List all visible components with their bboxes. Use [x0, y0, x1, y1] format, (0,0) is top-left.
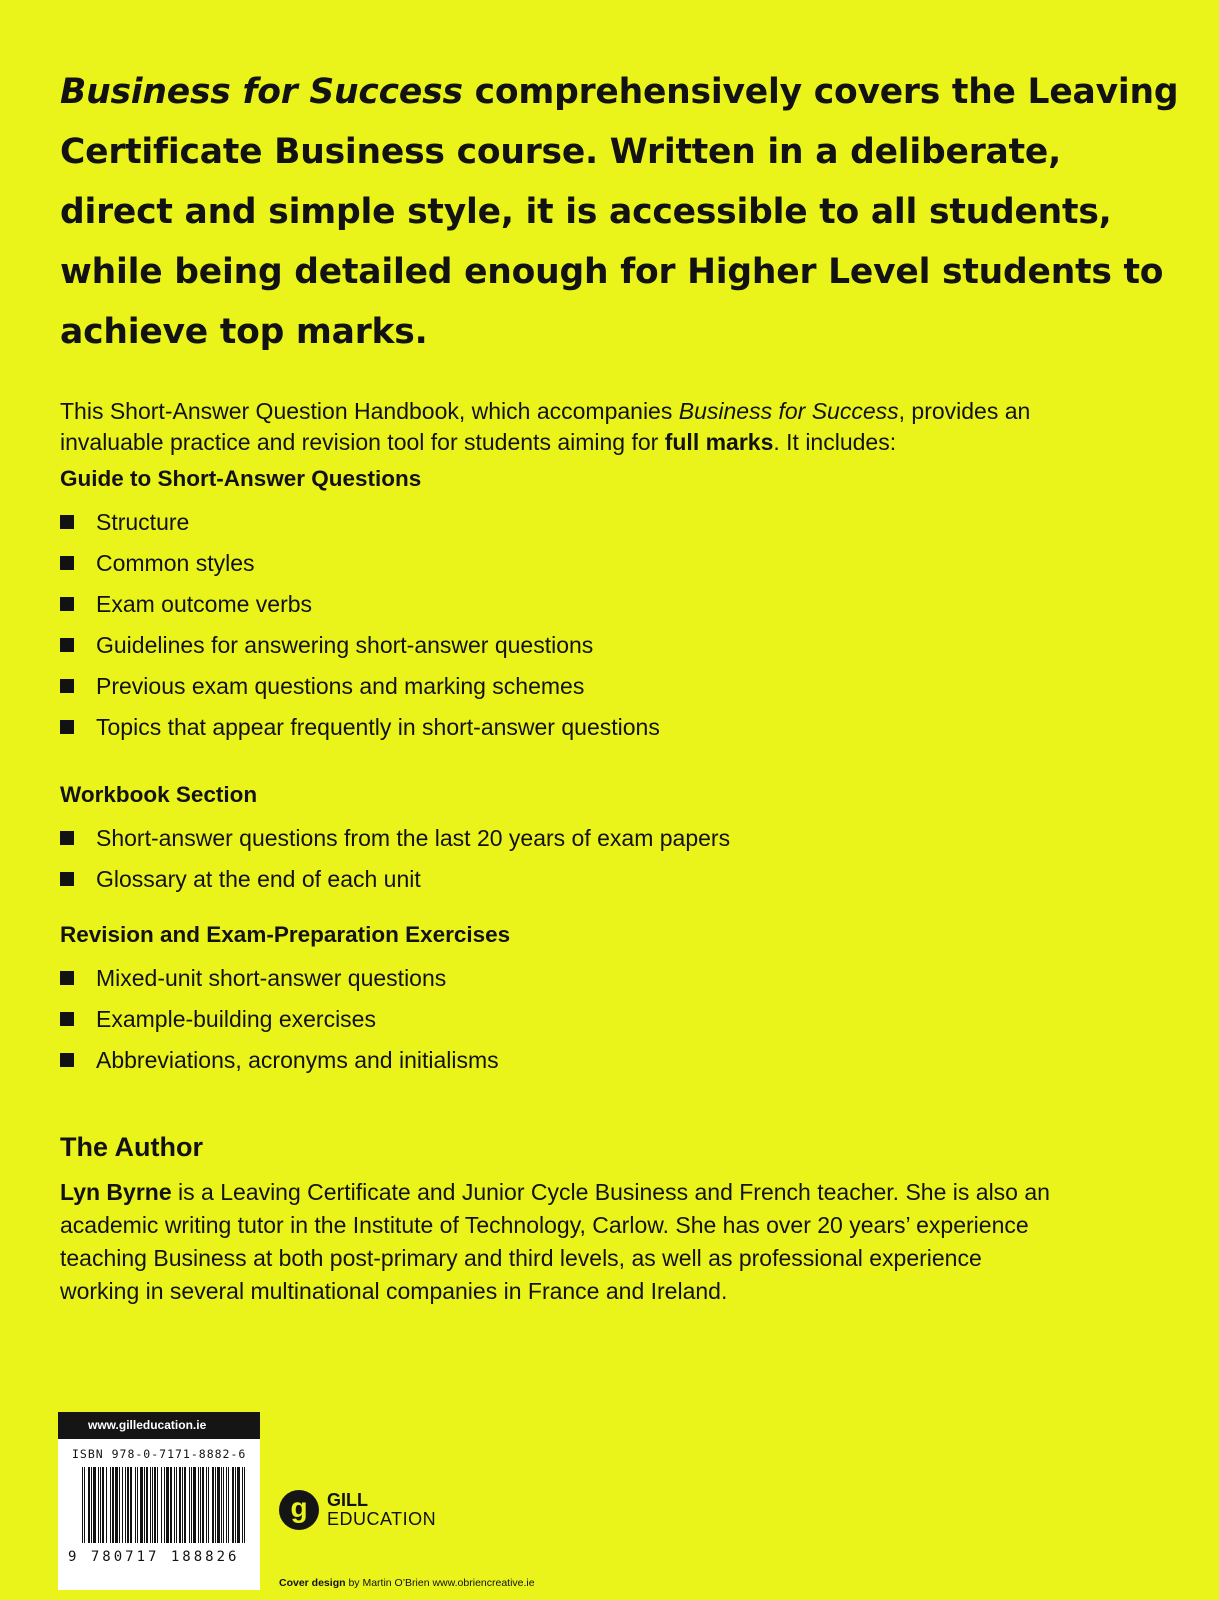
intro-paragraph [60, 396, 1170, 458]
section-title-guide: Guide to Short-Answer Questions [60, 466, 422, 491]
cover-credit-label: Cover design [279, 1577, 346, 1589]
publisher-url: www.gilleducation.ie [58, 1412, 260, 1439]
list-item [60, 1005, 499, 1046]
lead-paragraph [60, 62, 1179, 362]
square-bullet-icon [60, 679, 74, 693]
list-item [60, 672, 660, 713]
lead-line-2: Certificate Business course. Written in a deliberate, [60, 132, 1062, 172]
gill-education: EDUCATION [327, 1509, 437, 1529]
lead-line-5: achieve top marks. [60, 312, 428, 352]
list-item-text: Common styles [96, 550, 255, 576]
square-bullet-icon [60, 1053, 74, 1067]
list-item-text: Short-answer questions from the last 20 years of exam papers [96, 825, 731, 851]
list-item [60, 713, 660, 754]
author-bio-line-1 [60, 1176, 1180, 1209]
intro-text-b: , provides an [898, 398, 1031, 424]
list-item-text: Example-building exercises [96, 1006, 376, 1032]
list-item-text: Mixed-unit short-answer questions [96, 965, 447, 991]
gill-wordmark [327, 1491, 436, 1529]
list-item [60, 508, 660, 549]
gill-g-icon: g [279, 1490, 319, 1530]
intro-line-2 [60, 427, 1170, 458]
list-item-text: Structure [96, 509, 190, 535]
author-bio-line-3: teaching Business at both post-primary and third levels, as well as professional experience [60, 1245, 982, 1271]
intro-book-title: Business for Success [678, 398, 899, 424]
square-bullet-icon [60, 971, 74, 985]
workbook-list [60, 824, 730, 906]
cover-credit-text: by Martin O’Brien www.obriencreative.ie [345, 1577, 535, 1589]
list-item-text: Previous exam questions and marking schemes [96, 673, 585, 699]
guide-list [60, 508, 660, 754]
list-item [60, 1046, 499, 1087]
list-item [60, 964, 499, 1005]
intro-text-a: This Short-Answer Question Handbook, which accompanies [60, 398, 679, 424]
square-bullet-icon [60, 831, 74, 845]
list-item [60, 631, 660, 672]
square-bullet-icon [60, 515, 74, 529]
book-title: Business for Success [60, 72, 463, 112]
list-item [60, 824, 730, 865]
barcode-panel [58, 1412, 260, 1590]
list-item-text: Topics that appear frequently in short-answer questions [96, 714, 660, 740]
section-title-workbook: Workbook Section [60, 782, 258, 807]
lead-line-1 [60, 62, 1179, 122]
author-bio-line-4: working in several multinational companies in France and Ireland. [60, 1278, 728, 1304]
lead-line-1-rest: comprehensively covers the Leaving [462, 72, 1179, 112]
square-bullet-icon [60, 1012, 74, 1026]
list-item [60, 865, 730, 906]
author-heading: The Author [60, 1132, 203, 1162]
gill-name: GILL [327, 1490, 368, 1510]
list-item-text: Guidelines for answering short-answer questions [96, 632, 594, 658]
square-bullet-icon [60, 872, 74, 886]
list-item-text: Exam outcome verbs [96, 591, 313, 617]
cover-credit [279, 1577, 535, 1589]
gill-education-logo [279, 1490, 436, 1530]
square-bullet-icon [60, 638, 74, 652]
author-bio-text-1: is a Leaving Certificate and Junior Cycle Business and French teacher. She is also an [171, 1179, 1050, 1205]
author-name: Lyn Byrne [60, 1179, 172, 1205]
isbn-label: ISBN 978-0-7171-8882-6 [72, 1447, 247, 1461]
list-item [60, 549, 660, 590]
list-item [60, 590, 660, 631]
revision-list [60, 964, 499, 1087]
intro-full-marks: full marks [664, 429, 774, 455]
barcode-digits: 9 780717 188826 [68, 1549, 240, 1565]
lead-line-4: while being detailed enough for Higher Level students to [60, 252, 1164, 292]
list-item-text: Glossary at the end of each unit [96, 866, 421, 892]
author-bio-line-2: academic writing tutor in the Institute of Technology, Carlow. She has over 20 years’ experience [60, 1212, 1029, 1238]
square-bullet-icon [60, 556, 74, 570]
barcode-icon [80, 1467, 250, 1547]
square-bullet-icon [60, 720, 74, 734]
author-bio [60, 1176, 1180, 1308]
intro-text-d: . It includes: [773, 429, 897, 455]
square-bullet-icon [60, 597, 74, 611]
intro-text-c: invaluable practice and revision tool for students aiming for [60, 429, 665, 455]
intro-line-1 [60, 396, 1170, 427]
lead-line-3: direct and simple style, it is accessible to all students, [60, 192, 1112, 232]
list-item-text: Abbreviations, acronyms and initialisms [96, 1047, 499, 1073]
section-title-revision: Revision and Exam-Preparation Exercises [60, 922, 511, 947]
